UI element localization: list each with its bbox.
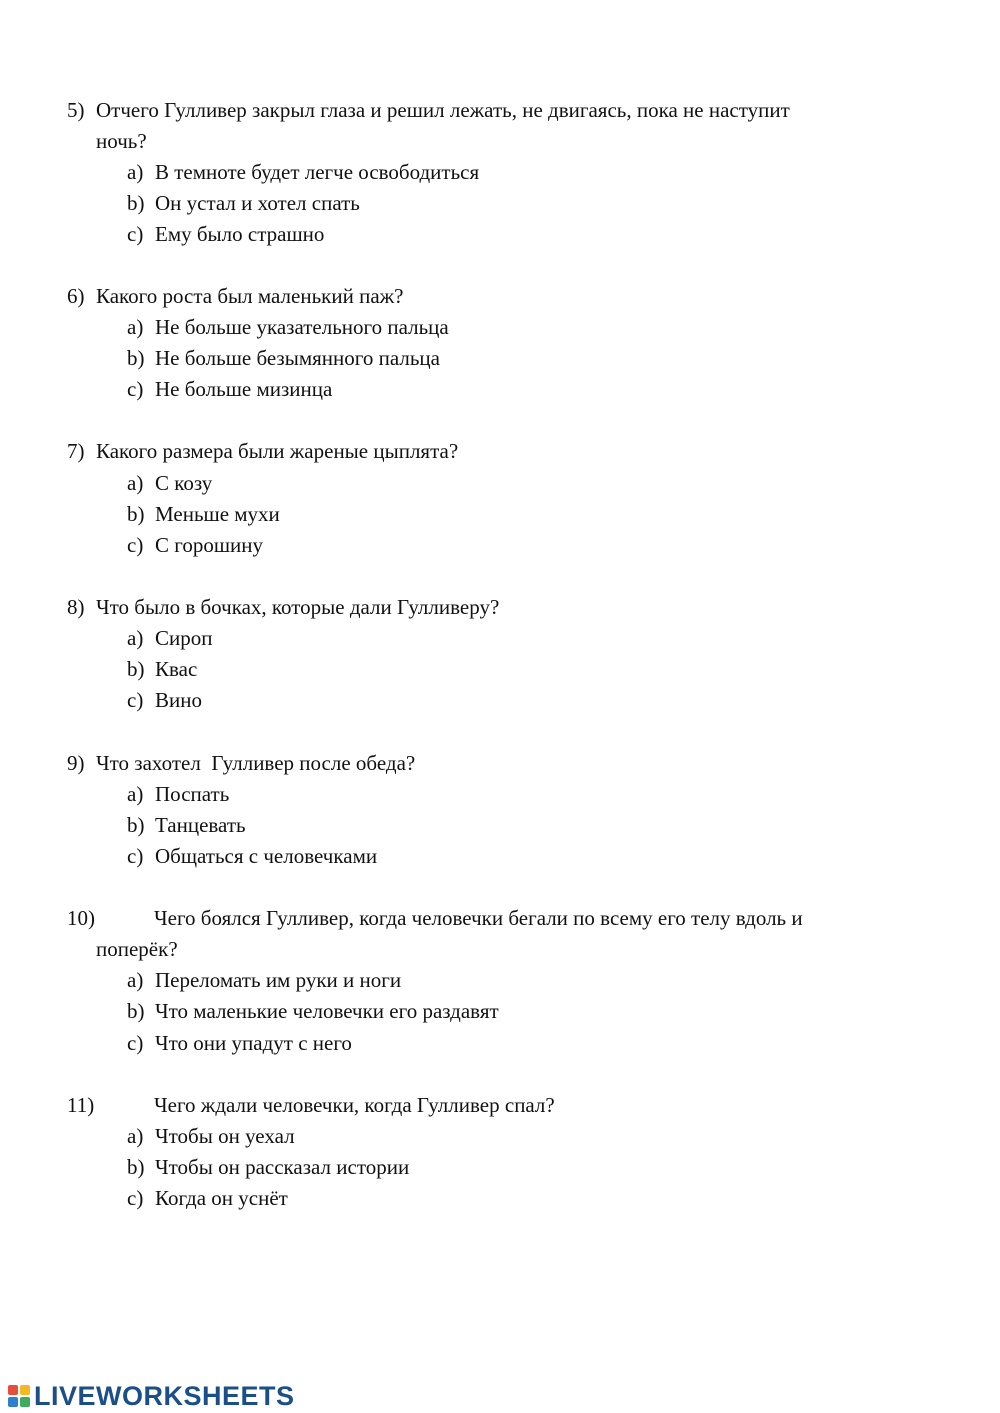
question-text: Что захотел Гулливер после обеда? [96, 751, 416, 775]
question-text: Что было в бочках, которые дали Гулливеру? [96, 595, 500, 619]
option-text: В темноте будет легче освободиться [155, 160, 480, 184]
option-letter: a) [127, 1124, 144, 1148]
option-letter: b) [127, 346, 145, 370]
question-number: 5) [67, 98, 85, 122]
liveworksheets-logo [8, 1381, 295, 1411]
question-text-continuation: поперёк? [96, 937, 178, 961]
option-letter: c) [127, 1186, 144, 1210]
logo-block-blue [8, 1397, 18, 1407]
option-text: Ему было страшно [155, 222, 325, 246]
option-text: С козу [155, 471, 213, 495]
question-text: Отчего Гулливер закрыл глаза и решил лежать, не двигаясь, пока не наступит [96, 98, 790, 122]
option-text: Поспать [155, 782, 230, 806]
option-letter: a) [127, 315, 144, 339]
option-letter: b) [127, 999, 145, 1023]
option-letter: a) [127, 471, 144, 495]
option-text: Не больше мизинца [155, 377, 333, 401]
question-text: Чего боялся Гулливер, когда человечки бегали по всему его телу вдоль и [154, 906, 803, 930]
option-text: Он устал и хотел спать [155, 191, 360, 215]
question-5 [67, 97, 907, 123]
option-letter: c) [127, 222, 144, 246]
option-text: Что они упадут с него [155, 1031, 352, 1055]
option-letter: c) [127, 1031, 144, 1055]
option-letter: c) [127, 688, 144, 712]
option-letter: b) [127, 502, 145, 526]
option-letter: a) [127, 160, 144, 184]
option-text: Вино [155, 688, 202, 712]
question-number: 8) [67, 595, 85, 619]
logo-text: LIVEWORKSHEETS [34, 1380, 295, 1411]
option-text: Переломать им руки и ноги [155, 968, 402, 992]
logo-block-yellow [20, 1385, 30, 1395]
option-text: Квас [155, 657, 198, 681]
option-letter: a) [127, 626, 144, 650]
question-number: 7) [67, 439, 85, 463]
option-text: С горошину [155, 533, 263, 557]
question-number: 9) [67, 751, 85, 775]
option-text: Чтобы он уехал [155, 1124, 295, 1148]
option-text: Общаться с человечками [155, 844, 378, 868]
option-letter: c) [127, 533, 144, 557]
option-text: Сироп [155, 626, 213, 650]
question-text-continuation: ночь? [96, 129, 147, 153]
option-letter: b) [127, 1155, 145, 1179]
question-number: 11) [67, 1093, 95, 1117]
question-text: Чего ждали человечки, когда Гулливер спал? [154, 1093, 555, 1117]
option-text: Что маленькие человечки его раздавят [155, 999, 499, 1023]
option-text: Чтобы он рассказал истории [155, 1155, 410, 1179]
question-text: Какого размера были жареные цыплята? [96, 439, 459, 463]
logo-block-red [8, 1385, 18, 1395]
question-text: Какого роста был маленький паж? [96, 284, 404, 308]
option-letter: c) [127, 844, 144, 868]
option-text: Когда он уснёт [155, 1186, 288, 1210]
logo-block-green [20, 1397, 30, 1407]
option-letter: b) [127, 191, 145, 215]
option-letter: b) [127, 657, 145, 681]
option-letter: b) [127, 813, 145, 837]
option-text: Не больше безымянного пальца [155, 346, 440, 370]
question-number: 6) [67, 284, 85, 308]
option-text: Танцевать [155, 813, 246, 837]
option-text: Меньше мухи [155, 502, 280, 526]
option-text: Не больше указательного пальца [155, 315, 449, 339]
question-number: 10) [67, 906, 95, 930]
option-letter: a) [127, 968, 144, 992]
logo-blocks-icon [8, 1385, 30, 1407]
option-letter: c) [127, 377, 144, 401]
option-letter: a) [127, 782, 144, 806]
